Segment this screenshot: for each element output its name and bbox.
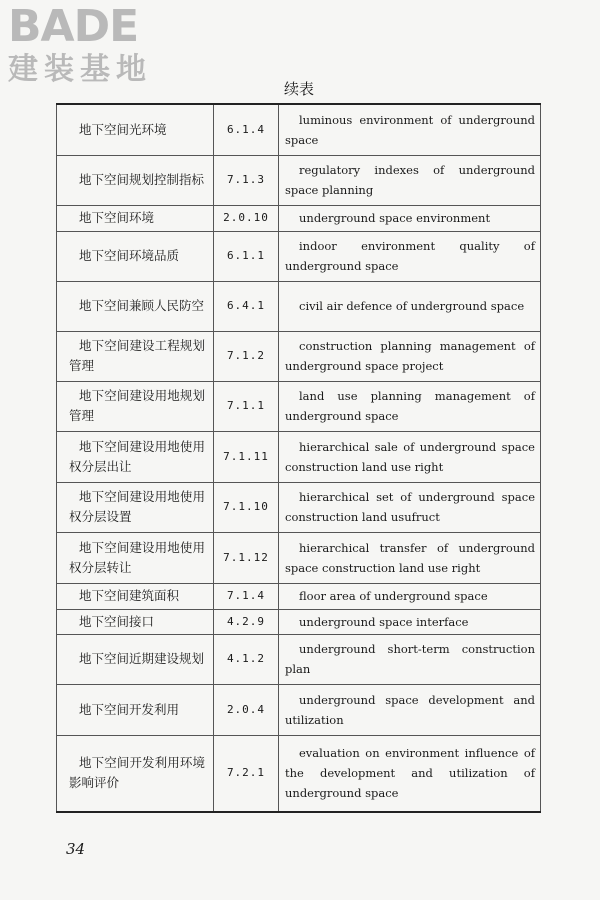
term-clause-number: 7.1.10	[214, 482, 279, 532]
table-row	[57, 482, 541, 532]
term-clause-number: 7.2.1	[214, 735, 279, 812]
logo-subtitle: 建装基地	[8, 52, 152, 87]
term-clause-number: 7.1.4	[214, 583, 279, 609]
term-chinese: 地下空间规划控制指标	[57, 155, 214, 205]
term-chinese: 地下空间建设用地使用权分层设置	[57, 482, 214, 532]
table-row	[57, 583, 541, 609]
term-clause-number: 7.1.1	[214, 381, 279, 431]
page-number: 34	[66, 840, 86, 858]
term-chinese: 地下空间建设用地规划管理	[57, 381, 214, 431]
table-row	[57, 281, 541, 331]
table-row	[57, 431, 541, 482]
term-chinese: 地下空间开发利用	[57, 684, 214, 735]
term-english: luminous environment of underground space	[279, 104, 541, 155]
table-row	[57, 205, 541, 231]
term-english: evaluation on environment influence of the development and utilization of underground space	[279, 735, 541, 812]
term-chinese: 地下空间建筑面积	[57, 583, 214, 609]
term-clause-number: 7.1.2	[214, 331, 279, 381]
term-clause-number: 2.0.10	[214, 205, 279, 231]
table-row	[57, 104, 541, 155]
term-english: hierarchical set of underground space construction land usufruct	[279, 482, 541, 532]
term-english: land use planning management of underground space	[279, 381, 541, 431]
table-row	[57, 609, 541, 634]
term-clause-number: 7.1.11	[214, 431, 279, 482]
term-english: hierarchical sale of underground space construction land use right	[279, 431, 541, 482]
term-english: underground space environment	[279, 205, 541, 231]
table-row	[57, 684, 541, 735]
term-clause-number: 6.1.1	[214, 231, 279, 281]
table-row	[57, 381, 541, 431]
term-clause-number: 7.1.12	[214, 532, 279, 583]
term-chinese: 地下空间接口	[57, 609, 214, 634]
term-english: construction planning management of underground space project	[279, 331, 541, 381]
term-english: underground short-term construction plan	[279, 634, 541, 684]
term-clause-number: 4.1.2	[214, 634, 279, 684]
logo-wordmark: BADE	[8, 1, 139, 52]
table-row	[57, 735, 541, 812]
term-chinese: 地下空间环境	[57, 205, 214, 231]
table-row	[57, 634, 541, 684]
term-clause-number: 6.1.4	[214, 104, 279, 155]
table-row	[57, 532, 541, 583]
terms-table	[56, 103, 541, 813]
term-chinese: 地下空间光环境	[57, 104, 214, 155]
term-clause-number: 6.4.1	[214, 281, 279, 331]
term-chinese: 地下空间建设用地使用权分层出让	[57, 431, 214, 482]
table-row	[57, 231, 541, 281]
term-english: floor area of underground space	[279, 583, 541, 609]
term-english: underground space development and utilization	[279, 684, 541, 735]
term-english: hierarchical transfer of underground space construction land use right	[279, 532, 541, 583]
term-english: regulatory indexes of underground space planning	[279, 155, 541, 205]
term-english: civil air defence of underground space	[279, 281, 541, 331]
term-chinese: 地下空间开发利用环境影响评价	[57, 735, 214, 812]
term-chinese: 地下空间建设用地使用权分层转让	[57, 532, 214, 583]
term-english: indoor environment quality of underground space	[279, 231, 541, 281]
term-chinese: 地下空间兼顾人民防空	[57, 281, 214, 331]
term-clause-number: 2.0.4	[214, 684, 279, 735]
table-caption: 续表	[284, 80, 315, 98]
term-english: underground space interface	[279, 609, 541, 634]
terms-table-body	[57, 104, 541, 812]
watermark-logo	[8, 1, 178, 87]
term-clause-number: 4.2.9	[214, 609, 279, 634]
term-clause-number: 7.1.3	[214, 155, 279, 205]
term-chinese: 地下空间近期建设规划	[57, 634, 214, 684]
term-chinese: 地下空间建设工程规划管理	[57, 331, 214, 381]
term-chinese: 地下空间环境品质	[57, 231, 214, 281]
table-row	[57, 155, 541, 205]
table-row	[57, 331, 541, 381]
